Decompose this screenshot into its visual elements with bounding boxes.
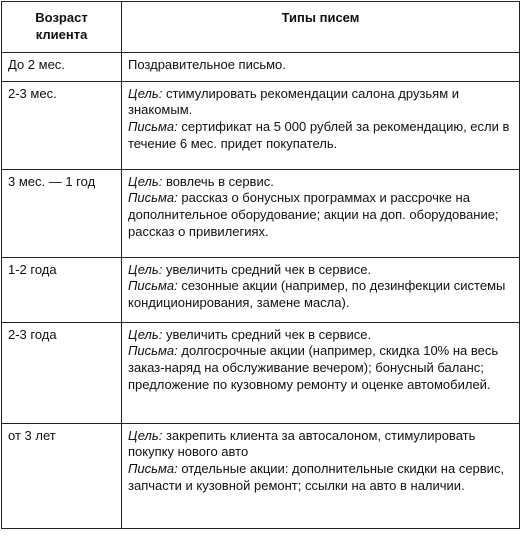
goal-text: стимулировать рекомендации салона друзьям и знакомым.	[128, 85, 460, 118]
letters-label: Письма:	[128, 278, 178, 294]
goal-label: Цель:	[128, 85, 163, 101]
table-row	[2, 81, 520, 169]
letters-text: сезонные акции (например, по дезинфекции системы кондиционирования, замене масла).	[128, 278, 506, 311]
letters-cell	[122, 169, 520, 257]
letters-line	[128, 343, 513, 393]
letters-label: Письма:	[128, 190, 178, 206]
letters-line	[128, 190, 513, 240]
letters-cell	[122, 322, 520, 423]
header-client-age: Возраст клиента	[2, 2, 122, 53]
table-row	[2, 169, 520, 257]
table-row	[2, 322, 520, 423]
table-row	[2, 257, 520, 322]
letters-label: Письма:	[128, 461, 178, 477]
letters-line	[128, 119, 513, 153]
letters-cell	[122, 257, 520, 322]
goal-line	[128, 262, 513, 279]
goal-line	[128, 428, 513, 462]
age-cell: До 2 мес.	[2, 52, 122, 81]
letters-line	[128, 278, 513, 312]
goal-line	[128, 174, 513, 191]
goal-label: Цель:	[128, 173, 163, 189]
age-cell: 1-2 года	[2, 257, 122, 322]
letters-text: сертификат на 5 000 рублей за рекомендацию, если в течение 6 мес. придет покупатель.	[128, 119, 510, 151]
letters-cell	[122, 81, 520, 169]
goal-text: увеличить средний чек в сервисе.	[162, 261, 372, 277]
goal-line	[128, 86, 513, 120]
age-cell: 2-3 года	[2, 322, 122, 423]
letters-label: Письма:	[128, 119, 178, 135]
table-row	[2, 423, 520, 528]
table-row	[2, 52, 520, 81]
goal-line	[128, 327, 513, 344]
age-cell: от 3 лет	[2, 423, 122, 528]
age-cell: 3 мес. — 1 год	[2, 169, 122, 257]
letters-line	[128, 461, 513, 495]
letters-text: долгосрочные акции (например, скидка 10% на весь заказ-наряд на обслуживание вечером); бонусный баланс; предложение по кузовному ремонту и оценке автомобилей.	[128, 343, 499, 392]
letters-text: рассказ о бонусных программах и рассрочке на дополнительное оборудование; акции на доп. оборудование; рассказ о привилегиях.	[128, 190, 499, 239]
goal-text: увеличить средний чек в сервисе.	[162, 326, 372, 342]
goal-label: Цель:	[128, 326, 163, 342]
letters-text: отдельные акции: дополнительные скидки на сервис, запчасти и кузовной ремонт; ссылки на авто в наличии.	[128, 461, 505, 493]
goal-text: закрепить клиента за автосалоном, стимулировать покупку нового авто	[128, 427, 476, 460]
goal-text: вовлечь в сервис.	[162, 173, 274, 189]
goal-label: Цель:	[128, 427, 163, 443]
table-container	[1, 1, 520, 529]
goal-label: Цель:	[128, 261, 163, 277]
letter-types-table	[1, 1, 520, 529]
header-letter-types: Типы писем	[122, 2, 520, 53]
age-cell: 2-3 мес.	[2, 81, 122, 169]
letters-label: Письма:	[128, 343, 178, 359]
letters-cell: Поздравительное письмо.	[122, 52, 520, 81]
letters-cell	[122, 423, 520, 528]
table-header-row	[2, 2, 520, 53]
